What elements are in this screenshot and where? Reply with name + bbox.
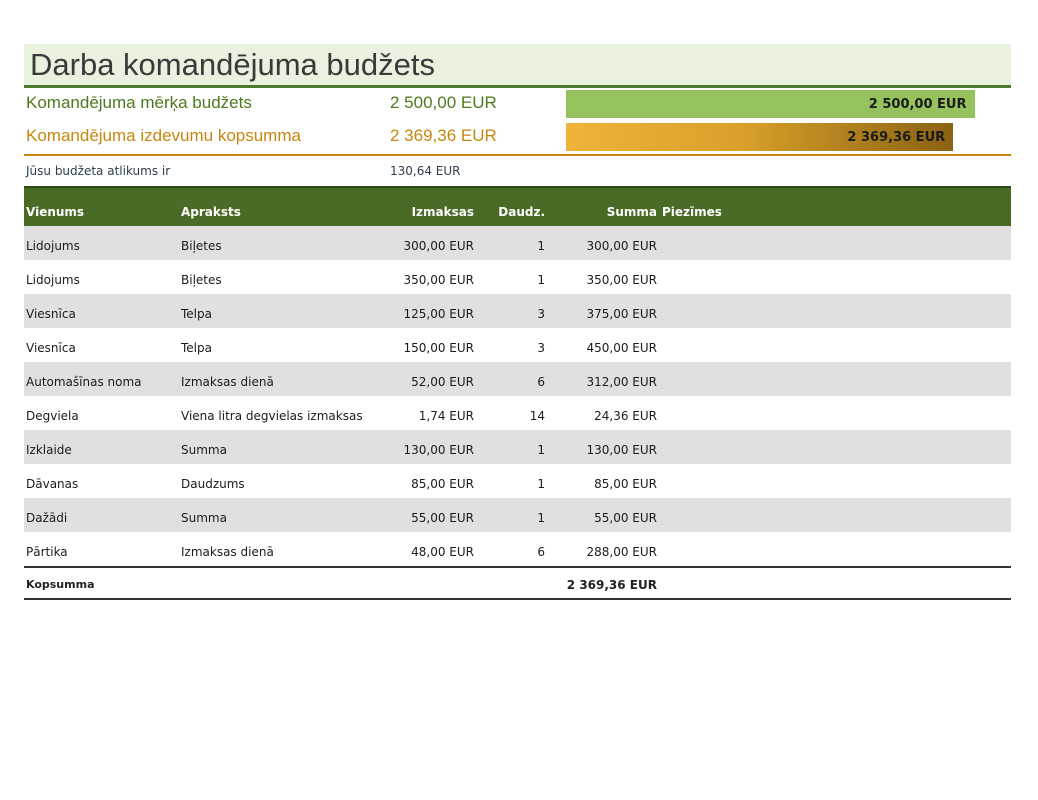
cell-cost[interactable]: 55,00 EUR: [411, 511, 474, 525]
title-band: [24, 44, 1011, 88]
cell-cost[interactable]: 52,00 EUR: [411, 375, 474, 389]
cell-item[interactable]: Degviela: [26, 409, 79, 423]
cell-sum[interactable]: 55,00 EUR: [594, 511, 657, 525]
cell-sum[interactable]: 24,36 EUR: [594, 409, 657, 423]
cell-qty[interactable]: 3: [537, 341, 545, 355]
header-cost[interactable]: Izmaksas: [411, 205, 474, 219]
total-expenses-bar: [566, 123, 953, 151]
target-bar-label: 2 500,00 EUR: [868, 96, 967, 112]
cell-desc[interactable]: Biļetes: [181, 239, 222, 253]
cell-cost[interactable]: 130,00 EUR: [403, 443, 474, 457]
cell-qty[interactable]: 1: [537, 239, 545, 253]
target-budget-row: [24, 88, 1011, 121]
balance-row: [24, 156, 1011, 186]
table-row[interactable]: [24, 430, 1011, 464]
cell-cost[interactable]: 125,00 EUR: [403, 307, 474, 321]
cell-cost[interactable]: 150,00 EUR: [403, 341, 474, 355]
cell-desc[interactable]: Summa: [181, 443, 227, 457]
cell-item[interactable]: Pārtika: [26, 545, 68, 559]
cell-sum[interactable]: 85,00 EUR: [594, 477, 657, 491]
cell-sum[interactable]: 312,00 EUR: [586, 375, 657, 389]
table-header: [24, 186, 1011, 226]
cell-sum[interactable]: 350,00 EUR: [586, 273, 657, 287]
cell-item[interactable]: Dāvanas: [26, 477, 79, 491]
table-row[interactable]: [24, 260, 1011, 294]
cell-qty[interactable]: 1: [537, 511, 545, 525]
cell-item[interactable]: Viesnīca: [26, 341, 76, 355]
header-qty[interactable]: Daudz.: [498, 205, 545, 219]
cell-sum[interactable]: 288,00 EUR: [586, 545, 657, 559]
cell-item[interactable]: Automašīnas noma: [26, 375, 142, 389]
cell-qty[interactable]: 14: [529, 409, 545, 423]
cell-desc[interactable]: Izmaksas dienā: [181, 375, 274, 389]
total-row: [24, 566, 1011, 600]
cell-item[interactable]: Lidojums: [26, 239, 80, 253]
header-item[interactable]: Vienums: [26, 205, 85, 219]
total-expenses-value: 2 369,36 EUR: [390, 126, 497, 145]
cell-item[interactable]: Izklaide: [26, 443, 72, 457]
cell-cost[interactable]: 350,00 EUR: [403, 273, 474, 287]
cell-desc[interactable]: Viena litra degvielas izmaksas: [181, 409, 363, 423]
total-expenses-label: Komandējuma izdevumu kopsumma: [26, 126, 301, 145]
cell-qty[interactable]: 6: [537, 545, 545, 559]
table-row[interactable]: [24, 328, 1011, 362]
cell-qty[interactable]: 1: [537, 443, 545, 457]
balance-value: 130,64 EUR: [390, 164, 461, 178]
cell-sum[interactable]: 300,00 EUR: [586, 239, 657, 253]
table-row[interactable]: [24, 464, 1011, 498]
cell-desc[interactable]: Izmaksas dienā: [181, 545, 274, 559]
target-budget-value: 2 500,00 EUR: [390, 93, 497, 112]
cell-item[interactable]: Lidojums: [26, 273, 80, 287]
balance-label: Jūsu budžeta atlikums ir: [26, 164, 171, 178]
cell-item[interactable]: Viesnīca: [26, 307, 76, 321]
target-budget-label: Komandējuma mērķa budžets: [26, 93, 252, 112]
cell-sum[interactable]: 450,00 EUR: [586, 341, 657, 355]
cell-desc[interactable]: Daudzums: [181, 477, 245, 491]
cell-desc[interactable]: Telpa: [181, 307, 212, 321]
cell-qty[interactable]: 6: [537, 375, 545, 389]
cell-cost[interactable]: 300,00 EUR: [403, 239, 474, 253]
header-notes[interactable]: Piezīmes: [662, 205, 722, 219]
cell-qty[interactable]: 1: [537, 273, 545, 287]
total-value: 2 369,36 EUR: [566, 578, 657, 592]
cell-qty[interactable]: 3: [537, 307, 545, 321]
cell-desc[interactable]: Summa: [181, 511, 227, 525]
header-desc[interactable]: Apraksts: [181, 205, 241, 219]
table-row[interactable]: [24, 396, 1011, 430]
budget-sheet: [24, 44, 1011, 600]
cell-qty[interactable]: 1: [537, 477, 545, 491]
total-bar-track: [566, 123, 996, 151]
table-row[interactable]: [24, 532, 1011, 566]
target-bar-track: [566, 90, 996, 118]
total-bar-label: 2 369,36 EUR: [847, 129, 946, 145]
table-row[interactable]: [24, 362, 1011, 396]
target-budget-bar: [566, 90, 975, 118]
cell-item[interactable]: Dažādi: [26, 511, 68, 525]
table-row[interactable]: [24, 498, 1011, 532]
cell-cost[interactable]: 48,00 EUR: [411, 545, 474, 559]
cell-desc[interactable]: Biļetes: [181, 273, 222, 287]
total-label: Kopsumma: [26, 578, 95, 591]
header-sum[interactable]: Summa: [606, 205, 657, 219]
table-body: [24, 226, 1011, 566]
cell-cost[interactable]: 85,00 EUR: [411, 477, 474, 491]
total-expenses-row: [24, 121, 1011, 154]
table-row[interactable]: [24, 226, 1011, 260]
cell-cost[interactable]: 1,74 EUR: [418, 409, 474, 423]
page-title: Darba komandējuma budžets: [30, 46, 435, 82]
table-row[interactable]: [24, 294, 1011, 328]
cell-desc[interactable]: Telpa: [181, 341, 212, 355]
cell-sum[interactable]: 375,00 EUR: [586, 307, 657, 321]
cell-sum[interactable]: 130,00 EUR: [586, 443, 657, 457]
